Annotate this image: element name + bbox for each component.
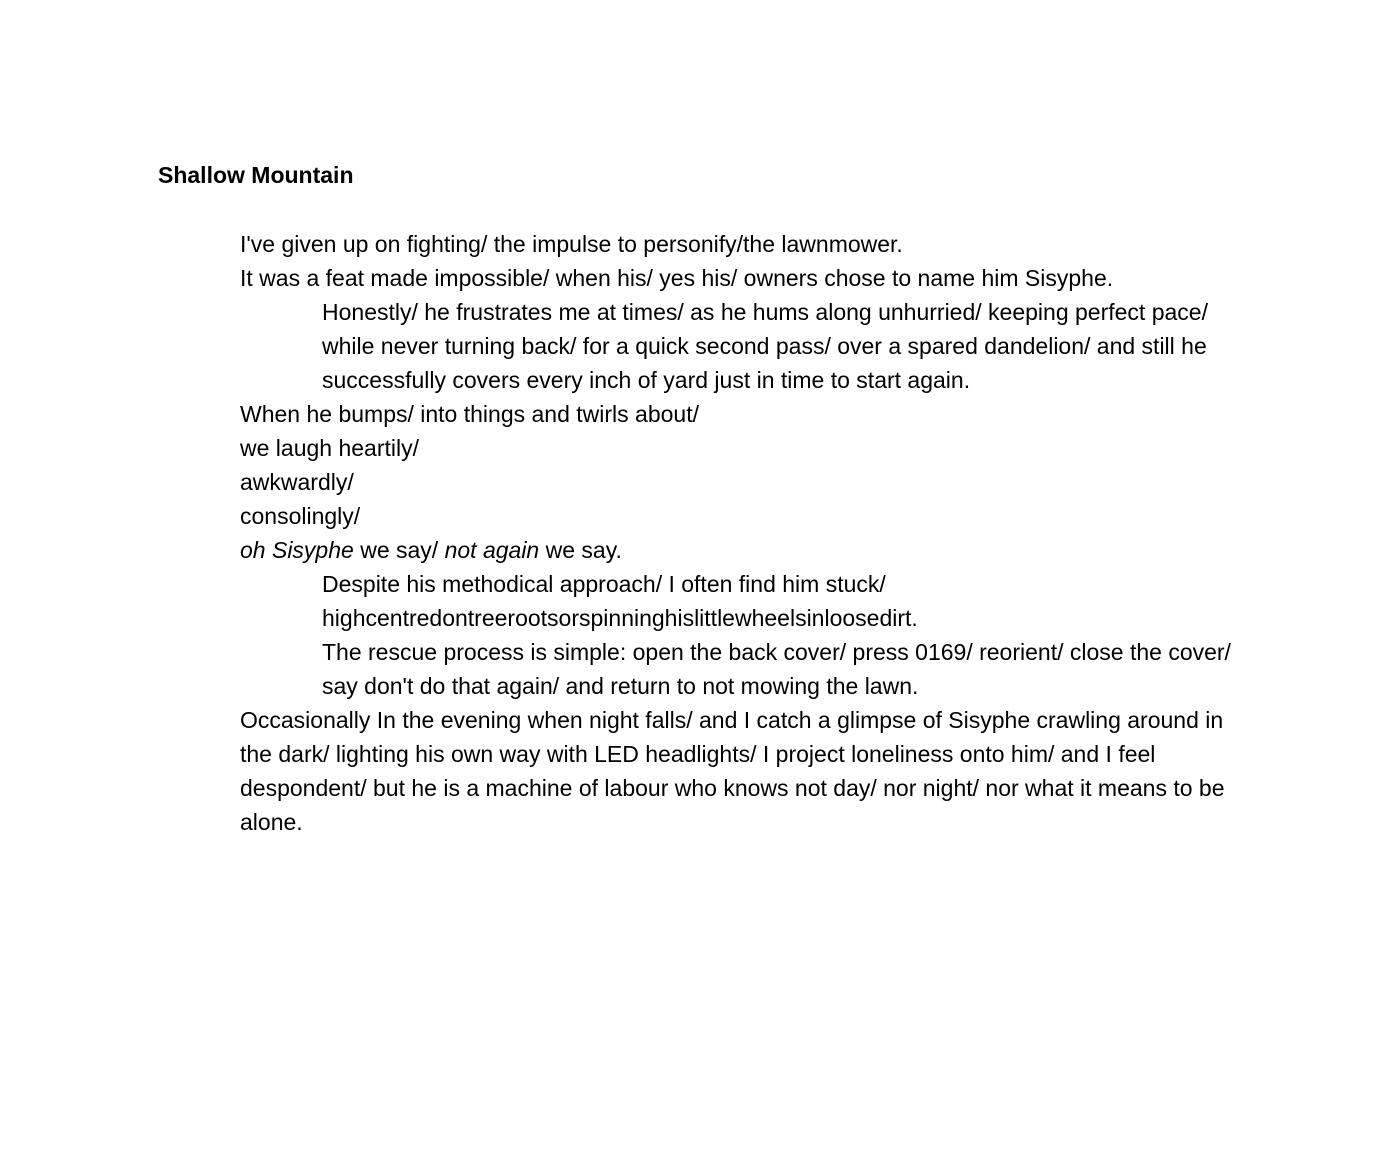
refrain-plain-1: we say/ [353, 537, 445, 563]
refrain-plain-2: we say. [539, 537, 622, 563]
poem-line: consolingly/ [240, 503, 361, 529]
refrain-italic-2: not again [444, 537, 540, 563]
poem-line-indented: Honestly/ he frustrates me at times/ as he hums along unhurried/ keeping perfect pace/ while never turning back/ for a quick second pass/ over a spared dandelion/ and still he successfully covers every inch of yard just in time to start again. [322, 299, 1208, 393]
poem-title: Shallow Mountain [158, 162, 354, 188]
poem-line: When he bumps/ into things and twirls about/ [240, 401, 699, 427]
poem-body [240, 227, 1250, 839]
poem-line: Occasionally In the evening when night falls/ and I catch a glimpse of Sisyphe crawling around in the dark/ lighting his own way with LED headlights/ I project loneliness onto him/ and I feel despondent/ but he is a machine of labour who knows not day/ nor night/ nor what it means to be alone. [240, 707, 1225, 835]
poem-line-indented: highcentredontreerootsorspinninghislittlewheelsinloosedirt. [322, 605, 918, 631]
refrain-italic-1: oh Sisyphe [240, 537, 354, 563]
poem-line: It was a feat made impossible/ when his/ yes his/ owners chose to name him Sisyphe. [240, 265, 1114, 291]
poem-line-refrain [240, 533, 1250, 567]
poem-line-indented: Despite his methodical approach/ I often find him stuck/ [322, 571, 886, 597]
poem-line: we laugh heartily/ [240, 435, 419, 461]
poem-line: awkwardly/ [240, 469, 354, 495]
poem-line-indented: The rescue process is simple: open the back cover/ press 0169/ reorient/ close the cover/ say don't do that again/ and return to not mowing the lawn. [322, 639, 1231, 699]
poem-line: I've given up on fighting/ the impulse to personify/the lawnmower. [240, 231, 903, 257]
